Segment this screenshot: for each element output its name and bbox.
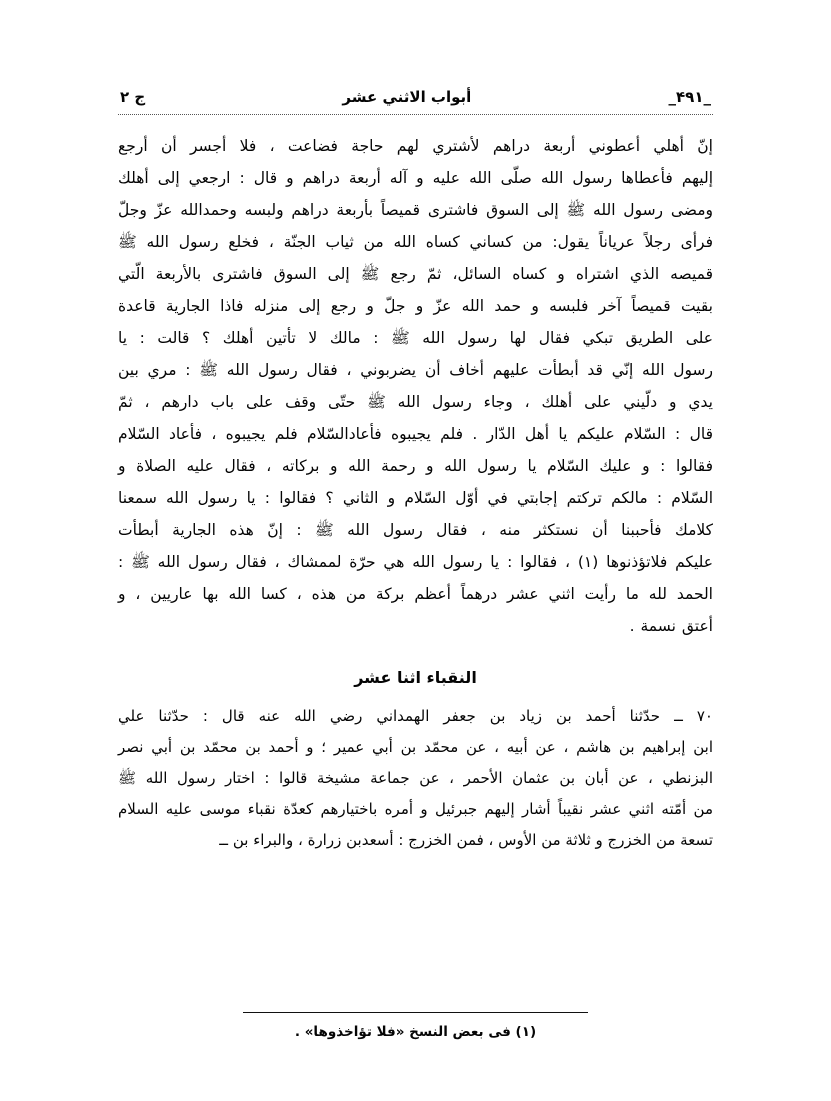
- volume-page-number: ج ٢: [120, 88, 146, 106]
- body-line: يدي و دلّيني على أهلك ، وجاء رسول الله ﷺ حتّى وقف على باب دارهم ، ثمّ: [118, 393, 713, 411]
- section-heading: النقباء اثنا عشر: [354, 668, 477, 687]
- body-line: فقالوا : و عليك السّلام يا رسول الله و رحمة الله و بركاته ، فقال عليه الصلاة و: [118, 457, 713, 475]
- body-line: قال : السّلام عليكم يا أهل الدّار . فلم يجيبوه فأعادالسّلام فلم يجيبوه ، فأعاد السّلام: [118, 425, 713, 443]
- body-line: رسول الله إنّي قد أبطأت عليهم أخاف أن يضربوني ، فقال رسول الله ﷺ : مري بين: [118, 361, 713, 379]
- body-line: قميصه الذي اشتراه و كساه السائل، ثمّ رجع ﷺ إلى السوق فاشترى بالأربعة الّتي: [118, 265, 713, 283]
- page-folio: _۴۹۱_: [668, 88, 711, 106]
- footnote-divider: [243, 1012, 588, 1013]
- narration-line: ٧٠ ــ حدّثنا أحمد بن زياد بن جعفر الهمداني رضي الله عنه قال : حدّثنا علي: [118, 707, 713, 725]
- narration-line: من أمّته اثني عشر نقيباً أشار إليهم جبرئيل و أمره باختيارهم كعدّة نقباء موسى عليه السلام: [118, 800, 713, 818]
- main-body: [118, 131, 713, 642]
- body-line: على الطريق تبكي فقال لها رسول الله ﷺ : مالك لا تأتين أهلك ؟ قالت : يا: [118, 329, 713, 347]
- body-line: إنّ أهلي أعطوني أربعة دراهم لأشتري لهم حاجة فضاعت ، فلا أجسر أن أرجع: [118, 137, 713, 155]
- body-line: أعتق نسمة .: [629, 617, 713, 635]
- body-line: عليكم فلاتؤذنوها (١) ، فقالوا : يا رسول الله هي حرّة لممشاك ، فقال رسول الله ﷺ :: [118, 553, 714, 571]
- book-title: أبواب الاثني عشر: [342, 88, 472, 106]
- narration-line: البزنطي ، عن أبان بن عثمان الأحمر ، عن جماعة مشيخة قالوا : اختار رسول الله ﷺ: [118, 769, 713, 787]
- narration-line: ابن إبراهيم بن هاشم ، عن أبيه ، عن محمّد بن أبي عمير ؛ و أحمد بن محمّد بن أبي نصر: [118, 738, 713, 756]
- body-line: بقيت قميصاً آخر فلبسه و حمد الله عزّ و جلّ و رجع إلى منزله فاذا الجارية قاعدة: [118, 297, 713, 315]
- body-line: فرأى رجلاً عرياناً يقول: من كساني كساه الله من ثياب الجنّة ، فخلع رسول الله ﷺ: [118, 233, 713, 251]
- footnote-area: [118, 1012, 713, 1043]
- header-divider: [118, 114, 713, 115]
- body-line: السّلام : مالكم تركتم إجابتي في أوّل السّلام و الثاني ؟ فقالوا : يا رسول الله سمعنا: [118, 489, 713, 507]
- body-line: إليهم فأعطاها رسول الله صلّى الله عليه و آله أربعة دراهم و قال : ارجعي إلى أهلك: [118, 169, 713, 187]
- body-line: ومضى رسول الله ﷺ إلى السوق فاشترى قميصاً بأربعة دراهم ولبسه وحمدالله عزّ وجلّ: [118, 201, 713, 219]
- narration-body: [118, 701, 713, 855]
- page-header: [118, 88, 713, 112]
- footnote-text: (١) فى بعض النسخ «فلا تؤاخذوها» .: [294, 1024, 537, 1040]
- narration-line: تسعة من الخزرج و ثلاثة من الأوس ، فمن الخزرج : أسعدبن زرارة ، والبراء بن ــ: [219, 831, 713, 849]
- body-line: الحمد لله ما رأيت اثني عشر درهماً أعظم بركة من هذه ، كسا الله بها عاريين ، و: [118, 585, 713, 603]
- body-line: كلامك فأحببنا أن نستكثر منه ، فقال رسول الله ﷺ : إنّ هذه الجارية أبطأت: [118, 521, 713, 539]
